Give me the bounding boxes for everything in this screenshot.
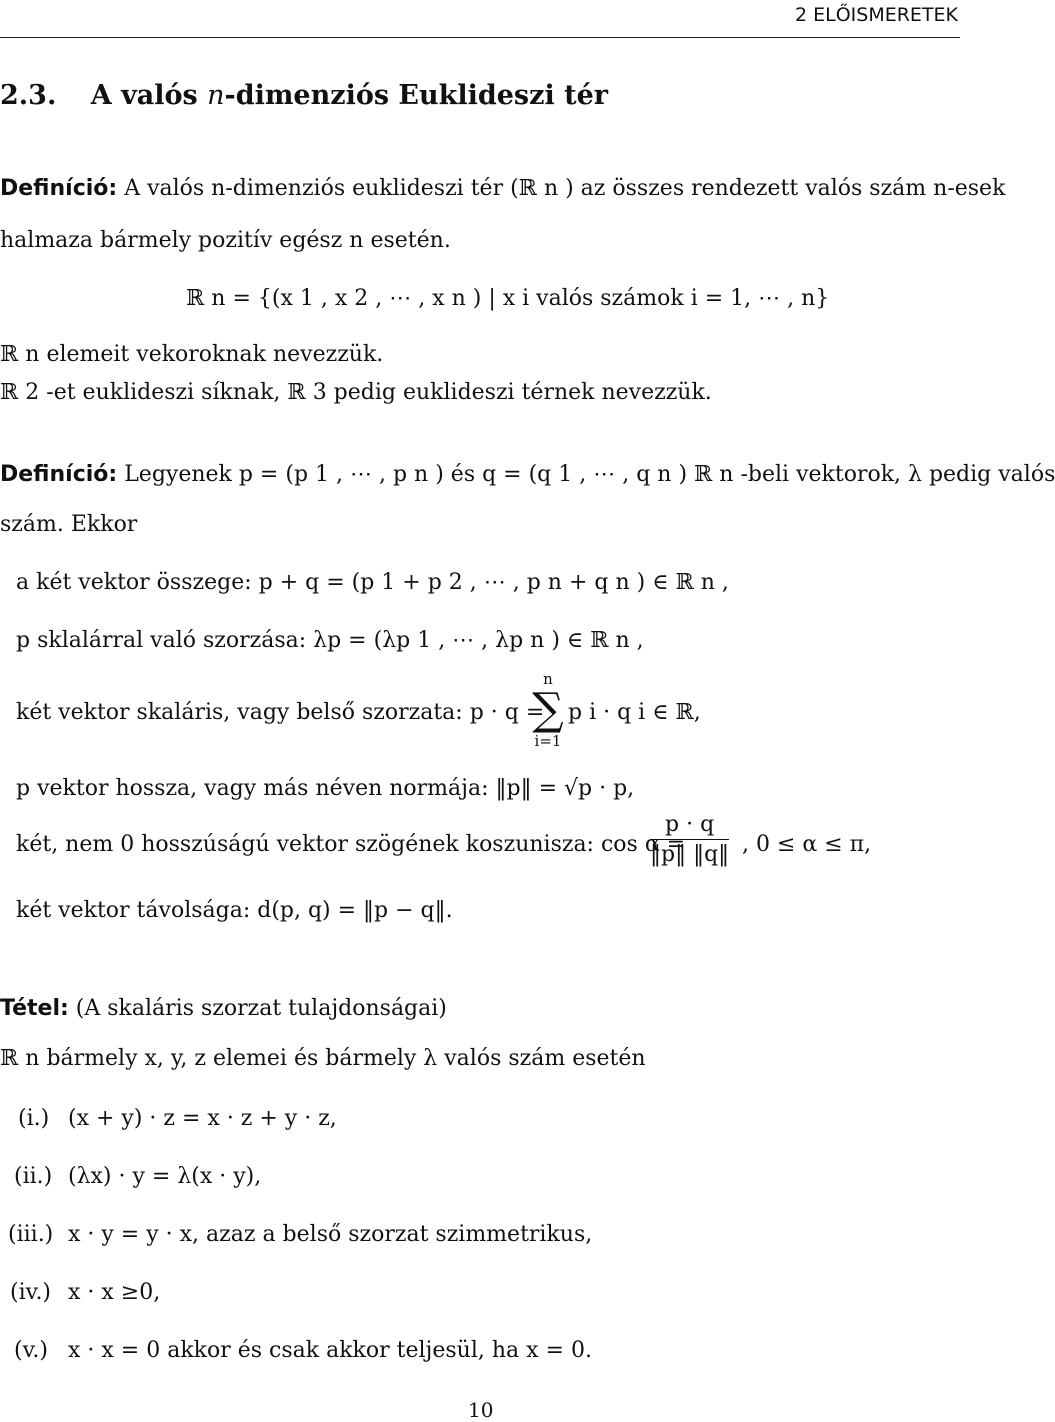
- definition-1-text: A valós n-dimenziós euklideszi tér (ℝ n ) az összes rendezett valós szám n-esek: [124, 176, 1006, 201]
- section-title-n: n: [207, 80, 225, 111]
- plane-space-sentence: ℝ 2 -et euklideszi síknak, ℝ 3 pedig euklideszi térnek nevezzük.: [0, 380, 712, 405]
- definition-1-line-1: [0, 176, 1005, 201]
- section-heading: [0, 80, 608, 111]
- definition-2-line-1: [0, 462, 1055, 487]
- vectors-sentence: ℝ n elemeit vekoroknak nevezzük.: [0, 342, 384, 367]
- theorem-title: (A skaláris szorzat tulajdonságai): [75, 996, 447, 1021]
- cosine-fraction: [650, 812, 729, 867]
- theorem-intro: ℝ n bármely x, y, z elemei és bármely λ valós szám esetén: [0, 1046, 646, 1071]
- property-text-5: x · x = 0 akkor és csak akkor teljesül, ha x = 0.: [68, 1338, 592, 1363]
- cosine-denominator: ‖p‖ ‖q‖: [650, 842, 730, 867]
- theorem-label: Tétel:: [0, 996, 69, 1021]
- set-definition-equation: ℝ n = {(x 1 , x 2 , ⋯ , x n ) | x i valós számok i = 1, ⋯ , n}: [186, 286, 830, 311]
- property-number-5: (v.): [14, 1338, 48, 1363]
- cosine-text: két, nem 0 hosszúságú vektor szögének koszunisza: cos α =: [16, 832, 686, 857]
- distance-item: két vektor távolsága: d(p, q) = ‖p − q‖.: [16, 898, 453, 923]
- cosine-numerator: p · q: [650, 812, 729, 840]
- property-text-1: (x + y) · z = x · z + y · z,: [68, 1106, 337, 1131]
- definition-1-line-2: halmaza bármely pozitív egész n esetén.: [0, 228, 451, 253]
- dot-product-text: két vektor skaláris, vagy belső szorzata: p · q =: [16, 700, 545, 725]
- scalar-multiple-item: p sklalárral való szorzása: λp = (λp 1 , ⋯ , λp n ) ∈ ℝ n ,: [16, 628, 644, 653]
- property-number-2: (ii.): [14, 1164, 53, 1189]
- section-title-b: -dimenziós Euklideszi tér: [224, 80, 608, 111]
- definition-2-text: Legyenek p = (p 1 , ⋯ , p n ) és q = (q 1 , ⋯ , q n ) ℝ n -beli vektorok, λ pedig valós: [124, 462, 1055, 487]
- cosine-range: , 0 ≤ α ≤ π,: [742, 832, 872, 857]
- property-text-4: x · x ≥0,: [68, 1280, 161, 1305]
- sigma-icon: ∑: [532, 684, 564, 735]
- section-title-a: A valós: [90, 80, 208, 111]
- section-number: 2.3.: [0, 80, 57, 111]
- property-number-4: (iv.): [10, 1280, 52, 1305]
- definition-2-label: Definíció:: [0, 462, 118, 487]
- property-number-3: (iii.): [8, 1222, 54, 1247]
- norm-item: p vektor hossza, vagy más néven normája: ‖p‖ = √p · p,: [16, 776, 635, 801]
- dot-product-summand: p i · q i ∈ ℝ,: [568, 700, 701, 725]
- vector-sum-item: a két vektor összege: p + q = (p 1 + p 2 , ⋯ , p n + q n ) ∈ ℝ n ,: [16, 570, 729, 595]
- page-number: 10: [468, 1398, 494, 1422]
- definition-2-line-2: szám. Ekkor: [0, 512, 138, 537]
- summation-lower-limit: i=1: [534, 732, 562, 750]
- running-header: 2 ELŐISMERETEK: [794, 4, 958, 26]
- summation-upper-limit: n: [543, 670, 553, 688]
- property-number-1: (i.): [18, 1106, 50, 1131]
- definition-1-label: Definíció:: [0, 176, 118, 201]
- header-rule: [0, 37, 960, 38]
- theorem-heading: [0, 996, 447, 1021]
- property-text-3: x · y = y · x, azaz a belső szorzat szimmetrikus,: [68, 1222, 593, 1247]
- property-text-2: (λx) · y = λ(x · y),: [68, 1164, 262, 1189]
